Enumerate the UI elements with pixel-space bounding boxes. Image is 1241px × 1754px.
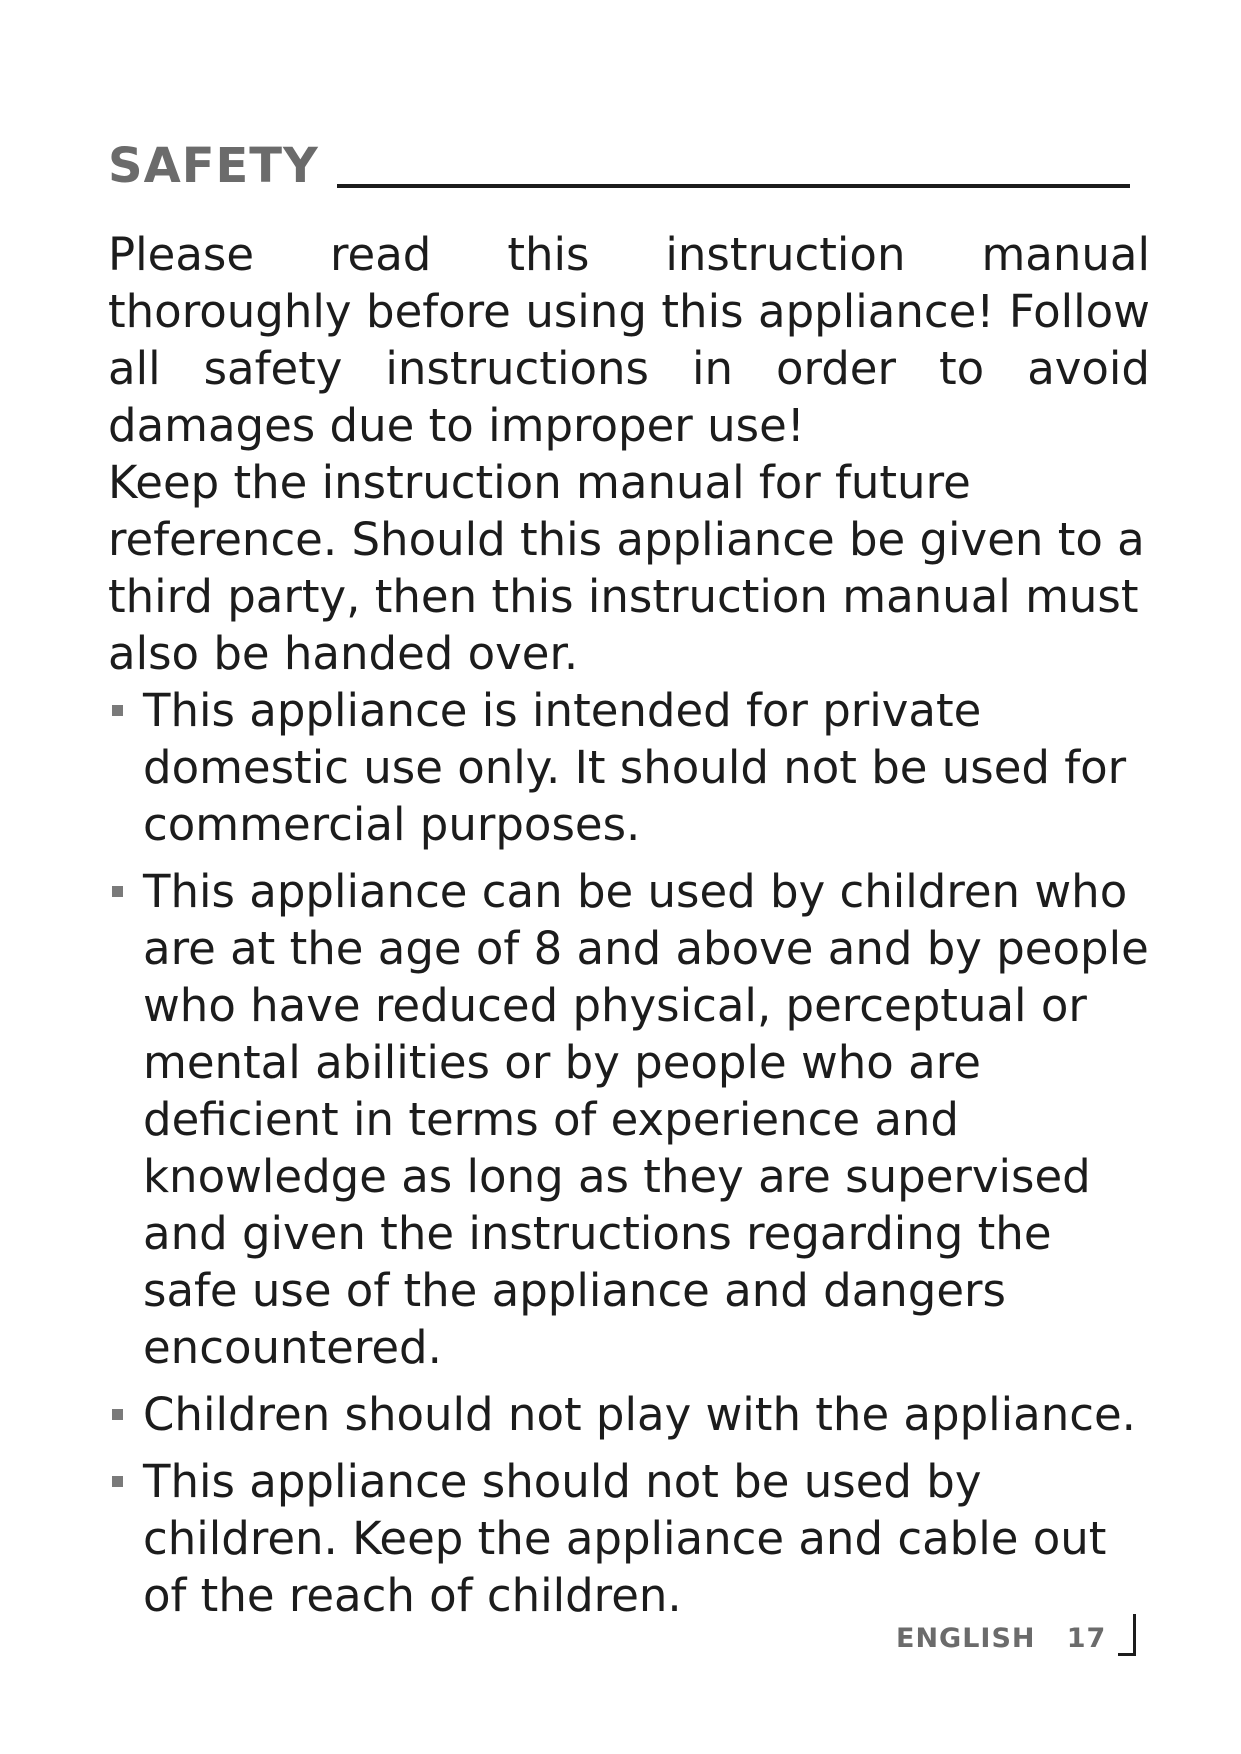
list-item [108,1386,1150,1443]
section-title: SAFETY [108,138,319,194]
list-item-text: This appliance should not be used by children. Keep the appliance and cable out of the reach of children. [143,1455,1107,1622]
footer-language: ENGLISH [896,1623,1036,1654]
list-item-text: Children should not play with the appliance. [143,1388,1136,1441]
list-item-text: This appliance can be used by children who are at the age of 8 and above and by people who have reduced physical, perceptual or mental abilities or by people who are deficient in terms of experience and knowledge as long as they are supervised and given the instructions regarding the safe use of the appliance and dangers encountered. [143,865,1149,1374]
safety-bullet-list [108,682,1150,1624]
page-number: 17 [1066,1623,1107,1654]
list-item [108,682,1150,853]
square-bullet-icon [112,1409,123,1420]
section-heading [108,126,1130,194]
square-bullet-icon [112,886,123,897]
square-bullet-icon [112,1476,123,1487]
body-text [108,226,1150,1624]
page-footer [896,1612,1136,1656]
intro-paragraph-keep-manual: Keep the instruction manual for future reference. Should this appliance be given to a third party, then this instruction manual must also be handed over. [108,456,1145,680]
list-item [108,1453,1150,1624]
heading-underline [337,184,1130,188]
footer-label [896,1625,1106,1652]
list-item [108,863,1150,1376]
square-bullet-icon [112,705,123,716]
corner-mark-icon [1118,1614,1136,1656]
list-item-text: This appliance is intended for private domestic use only. It should not be used for commercial purposes. [143,684,1127,851]
intro-paragraph-read-manual: Please read this instruction manual thoroughly before using this appliance! Follow all safety instructions in order to avoid damages due to improper use! [108,228,1150,452]
